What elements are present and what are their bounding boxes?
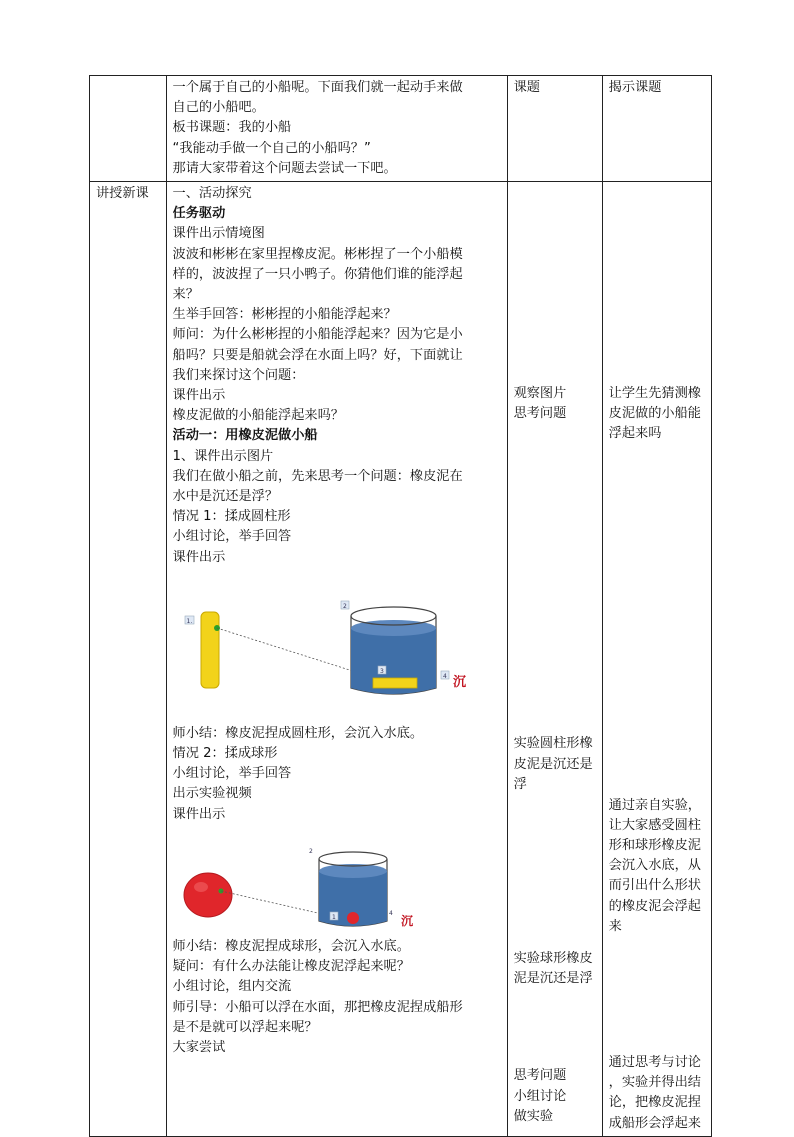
content-heading: 任务驱动 bbox=[172, 206, 226, 222]
activity-line: 思考问题 bbox=[513, 1068, 567, 1084]
sink-label: 沉 bbox=[452, 674, 466, 690]
stage-cell: 讲授新课 bbox=[90, 182, 167, 1137]
intent-line: 浮起来吗 bbox=[608, 426, 662, 442]
content-line: 小组讨论，组内交流 bbox=[172, 979, 292, 995]
intent-line: 成船形会浮起来 bbox=[608, 1115, 701, 1131]
activity-line: 泥是沉还是浮 bbox=[513, 971, 593, 987]
activity-line: 思考问题 bbox=[513, 406, 567, 422]
content-line: 情况 1：揉成圆柱形 bbox=[172, 509, 291, 525]
design-intent-cell: 揭示课题 bbox=[602, 76, 711, 182]
activity-line: 实验圆柱形橡 bbox=[513, 736, 593, 752]
intent-line: 让大家感受圆柱 bbox=[608, 817, 701, 833]
content-line: 生举手回答：彬彬捏的小船能浮起来？ bbox=[172, 307, 397, 323]
content-line: 师问：为什么彬彬捏的小船能浮起来？因为它是小 bbox=[172, 327, 463, 343]
intent-line: 通过思考与讨论 bbox=[608, 1055, 701, 1071]
sunken-cylinder-clay bbox=[373, 678, 417, 688]
content-line: 师引导：小船可以浮在水面，那把橡皮泥捏成船形 bbox=[172, 999, 463, 1015]
activity-line: 做实验 bbox=[513, 1108, 554, 1124]
figure-mark: 2 bbox=[308, 847, 313, 855]
intent-line: 来 bbox=[608, 918, 622, 934]
intent-line: 让学生先猜测橡 bbox=[608, 386, 701, 402]
ball-experiment-illustration bbox=[173, 825, 473, 937]
content-line: 一个属于自己的小船呢。下面我们就一起动手来做 bbox=[172, 80, 463, 95]
intent-line: ，实验并得出结 bbox=[608, 1075, 701, 1091]
activity-line: 浮 bbox=[513, 776, 527, 792]
content-line: 课件出示情境图 bbox=[172, 226, 265, 242]
content-line: 课件出示 bbox=[172, 549, 226, 565]
content-line: 板书课题：我的小船 bbox=[172, 120, 292, 136]
content-line: 一、活动探究 bbox=[172, 186, 252, 202]
teaching-content-cell bbox=[166, 182, 507, 1137]
content-line: 船吗？只要是船就会浮在水面上吗？好，下面就让 bbox=[172, 347, 463, 363]
content-line: 出示实验视频 bbox=[172, 786, 252, 802]
content-line: 来？ bbox=[172, 287, 199, 303]
student-activity-cell: 课题 bbox=[507, 76, 602, 182]
content-line: 那请大家带着这个问题去尝试一下吧。 bbox=[172, 160, 397, 176]
sunken-ball-clay bbox=[347, 912, 359, 924]
content-line: 水中是沉还是浮？ bbox=[172, 489, 279, 505]
activity-line: 实验球形橡皮 bbox=[513, 951, 593, 967]
intent-line: 形和球形橡皮泥 bbox=[608, 838, 701, 854]
content-line: 是不是就可以浮起来呢？ bbox=[172, 1019, 318, 1035]
content-line: 疑问：有什么办法能让橡皮泥浮起来呢？ bbox=[172, 959, 410, 975]
cylinder-experiment-illustration bbox=[173, 568, 473, 724]
figure-mark: 4 bbox=[442, 672, 447, 680]
intent-line: 皮泥做的小船能 bbox=[608, 406, 701, 422]
content-line: 样的，波波捏了一只小鸭子。你猜他们谁的能浮起 bbox=[172, 266, 463, 282]
teaching-content-cell bbox=[166, 76, 507, 182]
content-line: 课件出示 bbox=[172, 806, 226, 822]
cylinder-clay bbox=[201, 612, 219, 688]
figure-mark: 1 bbox=[331, 913, 336, 921]
ball-clay bbox=[184, 873, 232, 917]
content-line: 师小结：橡皮泥捏成球形，会沉入水底。 bbox=[172, 938, 410, 954]
content-line: 小组讨论，举手回答 bbox=[172, 529, 292, 545]
sink-label: 沉 bbox=[400, 913, 413, 928]
design-intent-cell bbox=[602, 182, 711, 1137]
figure-mark: 2 bbox=[342, 602, 347, 610]
table-row bbox=[90, 76, 712, 182]
intent-line: 通过亲自实验， bbox=[608, 797, 701, 813]
cylinder-experiment-figure bbox=[173, 568, 501, 724]
intent-line: 论，把橡皮泥捏 bbox=[608, 1095, 701, 1111]
intent-line: 的橡皮泥会浮起 bbox=[608, 898, 701, 914]
content-heading: 活动一：用橡皮泥做小船 bbox=[172, 428, 318, 444]
figure-mark: 4 bbox=[388, 909, 393, 917]
ball-experiment-figure bbox=[173, 825, 501, 937]
activity-line: 小组讨论 bbox=[513, 1088, 567, 1104]
activity-line: 皮泥是沉还是 bbox=[513, 756, 593, 772]
content-line: 大家尝试 bbox=[172, 1039, 226, 1055]
content-line: 情况 2：揉成球形 bbox=[172, 746, 278, 762]
stage-cell bbox=[90, 76, 167, 182]
content-line: 师小结：橡皮泥捏成圆柱形，会沉入水底。 bbox=[172, 725, 424, 741]
student-activity-cell bbox=[507, 182, 602, 1137]
table-row bbox=[90, 182, 712, 1137]
activity-line: 观察图片 bbox=[513, 386, 567, 402]
lesson-plan-table bbox=[89, 75, 712, 1137]
figure-mark: 3 bbox=[379, 667, 384, 675]
figure-mark: 1. bbox=[186, 617, 192, 625]
content-line: 橡皮泥做的小船能浮起来吗？ bbox=[172, 408, 344, 424]
content-line: 课件出示 bbox=[172, 388, 226, 404]
content-line: 自己的小船吧。 bbox=[172, 100, 265, 116]
intent-line: 而引出什么形状 bbox=[608, 878, 701, 894]
intent-line: 会沉入水底，从 bbox=[608, 858, 701, 874]
content-line: 1、课件出示图片 bbox=[172, 448, 274, 464]
content-line: “我能动手做一个自己的小船吗？” bbox=[172, 140, 371, 156]
content-line: 波波和彬彬在家里捏橡皮泥。彬彬捏了一个小船模 bbox=[172, 246, 463, 262]
content-line: 我们来探讨这个问题： bbox=[172, 367, 305, 383]
content-line: 小组讨论，举手回答 bbox=[172, 766, 292, 782]
content-line: 我们在做小船之前，先来思考一个问题：橡皮泥在 bbox=[172, 468, 463, 484]
